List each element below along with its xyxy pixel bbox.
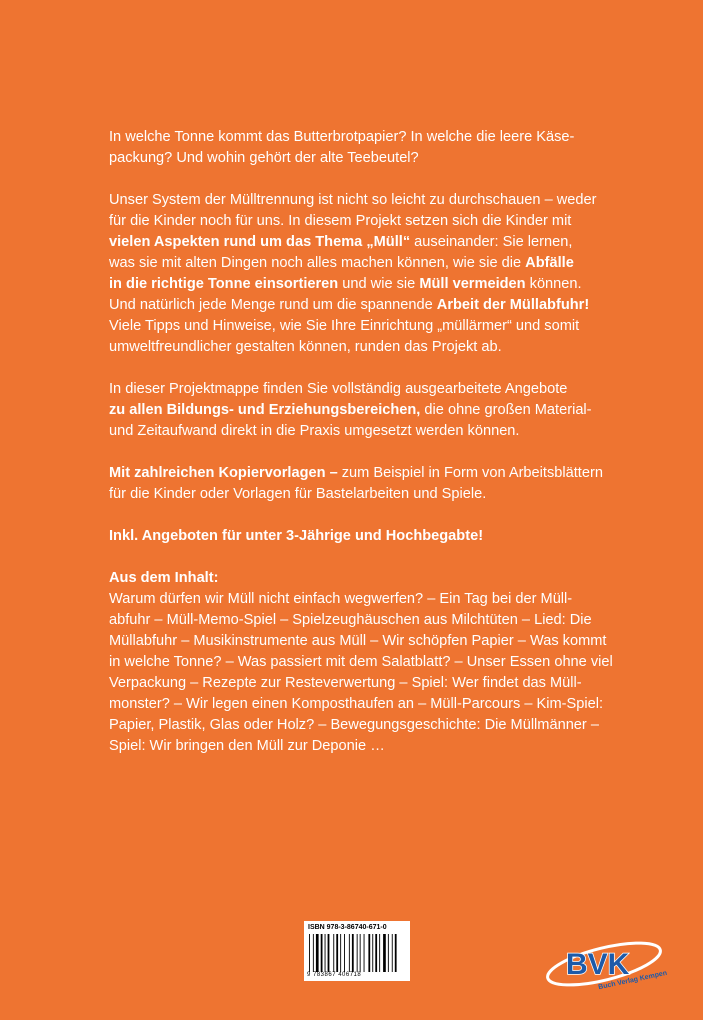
text-line: Spiel: Wir bringen den Müll zur Deponie … — [109, 738, 385, 754]
barcode-bar — [379, 934, 380, 972]
barcode-bar — [357, 934, 358, 972]
text-line: und wie sie — [338, 276, 420, 292]
logo-subtitle: Buch Verlag Kempen — [597, 969, 668, 992]
isbn-label: ISBN 978-3-86740-671-0 — [308, 924, 387, 931]
templates-paragraph — [109, 463, 609, 505]
text-line: Verpackung – Rezepte zur Resteverwertung – Spiel: Wer findet das Müll- — [109, 675, 582, 691]
barcode-bar — [321, 934, 323, 972]
contents-paragraph — [109, 568, 613, 757]
text-line: packung? Und wohin gehört der alte Teebeutel? — [109, 150, 419, 166]
text-line: was sie mit alten Dingen noch alles machen können, wie sie die — [109, 255, 526, 271]
bold-text: Mit zahlreichen Kopiervorlagen – — [109, 465, 338, 481]
text-line: und Zeitaufwand direkt in die Praxis umgesetzt werden können. — [109, 423, 520, 439]
barcode-bar — [368, 934, 370, 972]
bvk-logo — [544, 934, 674, 994]
isbn-barcode — [304, 921, 410, 981]
text-line: abfuhr – Müll-Memo-Spiel – Spielzeughäuschen aus Milchtüten – Lied: Die — [109, 612, 592, 628]
bold-text: Abfälle — [525, 255, 574, 271]
text-line: In dieser Projektmappe finden Sie vollständig ausgearbeitete Angebote — [109, 381, 568, 397]
text-line: Und natürlich jede Menge rund um die spannende — [109, 297, 437, 313]
text-line: In welche Tonne kommt das Butterbrotpapier? In welche die leere Käse- — [109, 129, 575, 145]
project-paragraph — [109, 379, 609, 442]
barcode-bar — [360, 934, 361, 972]
inclusion-paragraph — [109, 526, 609, 547]
bold-text: Inkl. Angeboten für unter 3-Jährige und Hochbegabte! — [109, 528, 484, 544]
barcode-bar — [352, 934, 354, 972]
barcode-bar — [392, 934, 393, 972]
barcode-bar — [388, 934, 389, 972]
barcode-bar — [313, 934, 314, 972]
text-line: Warum dürfen wir Müll nicht einfach wegwerfen? – Ein Tag bei der Müll- — [109, 591, 573, 607]
system-paragraph — [109, 190, 609, 358]
blurb-text — [109, 127, 613, 778]
barcode-bar — [325, 934, 326, 972]
text-line: auseinander: Sie lernen, — [410, 234, 573, 250]
text-line: zum Beispiel in Form von Arbeitsblättern — [337, 465, 603, 481]
bold-text: vielen Aspekten rund um das Thema „Müll“ — [109, 234, 411, 250]
barcode-bar — [309, 934, 310, 972]
text-line: Viele Tipps und Hinweise, wie Sie Ihre Einrichtung „müllärmer“ und somit — [109, 318, 580, 334]
barcode-bar — [328, 934, 330, 972]
text-line: in welche Tonne? – Was passiert mit dem Salatblatt? – Unser Essen ohne viel — [109, 654, 613, 670]
text-line: für die Kinder noch für uns. In diesem Projekt setzen sich die Kinder mit — [109, 213, 572, 229]
contents-heading: Aus dem Inhalt: — [109, 570, 219, 586]
barcode-bar — [383, 934, 386, 972]
barcode-bar — [349, 934, 350, 972]
bold-text: Müll vermeiden — [419, 276, 526, 292]
text-line: Papier, Plastik, Glas oder Holz? – Bewegungsgeschichte: Die Müllmänner – — [109, 717, 599, 733]
barcode-bar — [344, 934, 345, 972]
barcode-bar — [375, 934, 377, 972]
barcode-bar — [372, 934, 373, 972]
bold-text: zu allen Bildungs- und Erziehungsbereichen, — [109, 402, 421, 418]
barcode-bar — [340, 934, 341, 972]
text-line: Müllabfuhr – Musikinstrumente aus Müll – Wir schöpfen Papier – Was kommt — [109, 633, 607, 649]
intro-paragraph — [109, 127, 609, 169]
barcode-bar — [336, 934, 338, 972]
barcode-bar — [395, 934, 397, 972]
bold-text: in die richtige Tonne einsortieren — [109, 276, 339, 292]
logo-letters: BVK — [566, 948, 630, 981]
barcode-bar — [364, 934, 365, 972]
barcode-bar — [316, 934, 319, 972]
text-line: können. — [525, 276, 582, 292]
text-line: Unser System der Mülltrennung ist nicht so leicht zu durchschauen – weder — [109, 192, 597, 208]
text-line: für die Kinder oder Vorlagen für Bastelarbeiten und Spiele. — [109, 486, 487, 502]
text-line: die ohne großen Material- — [420, 402, 592, 418]
barcode-bar — [333, 934, 334, 972]
barcode-bars — [308, 934, 406, 972]
text-line: monster? – Wir legen einen Komposthaufen an – Müll-Parcours – Kim-Spiel: — [109, 696, 603, 712]
bold-text: Arbeit der Müllabfuhr! — [436, 297, 590, 313]
barcode-digits: 9 783867 406718 — [307, 972, 362, 978]
text-line: umweltfreundlicher gestalten können, runden das Projekt ab. — [109, 339, 502, 355]
